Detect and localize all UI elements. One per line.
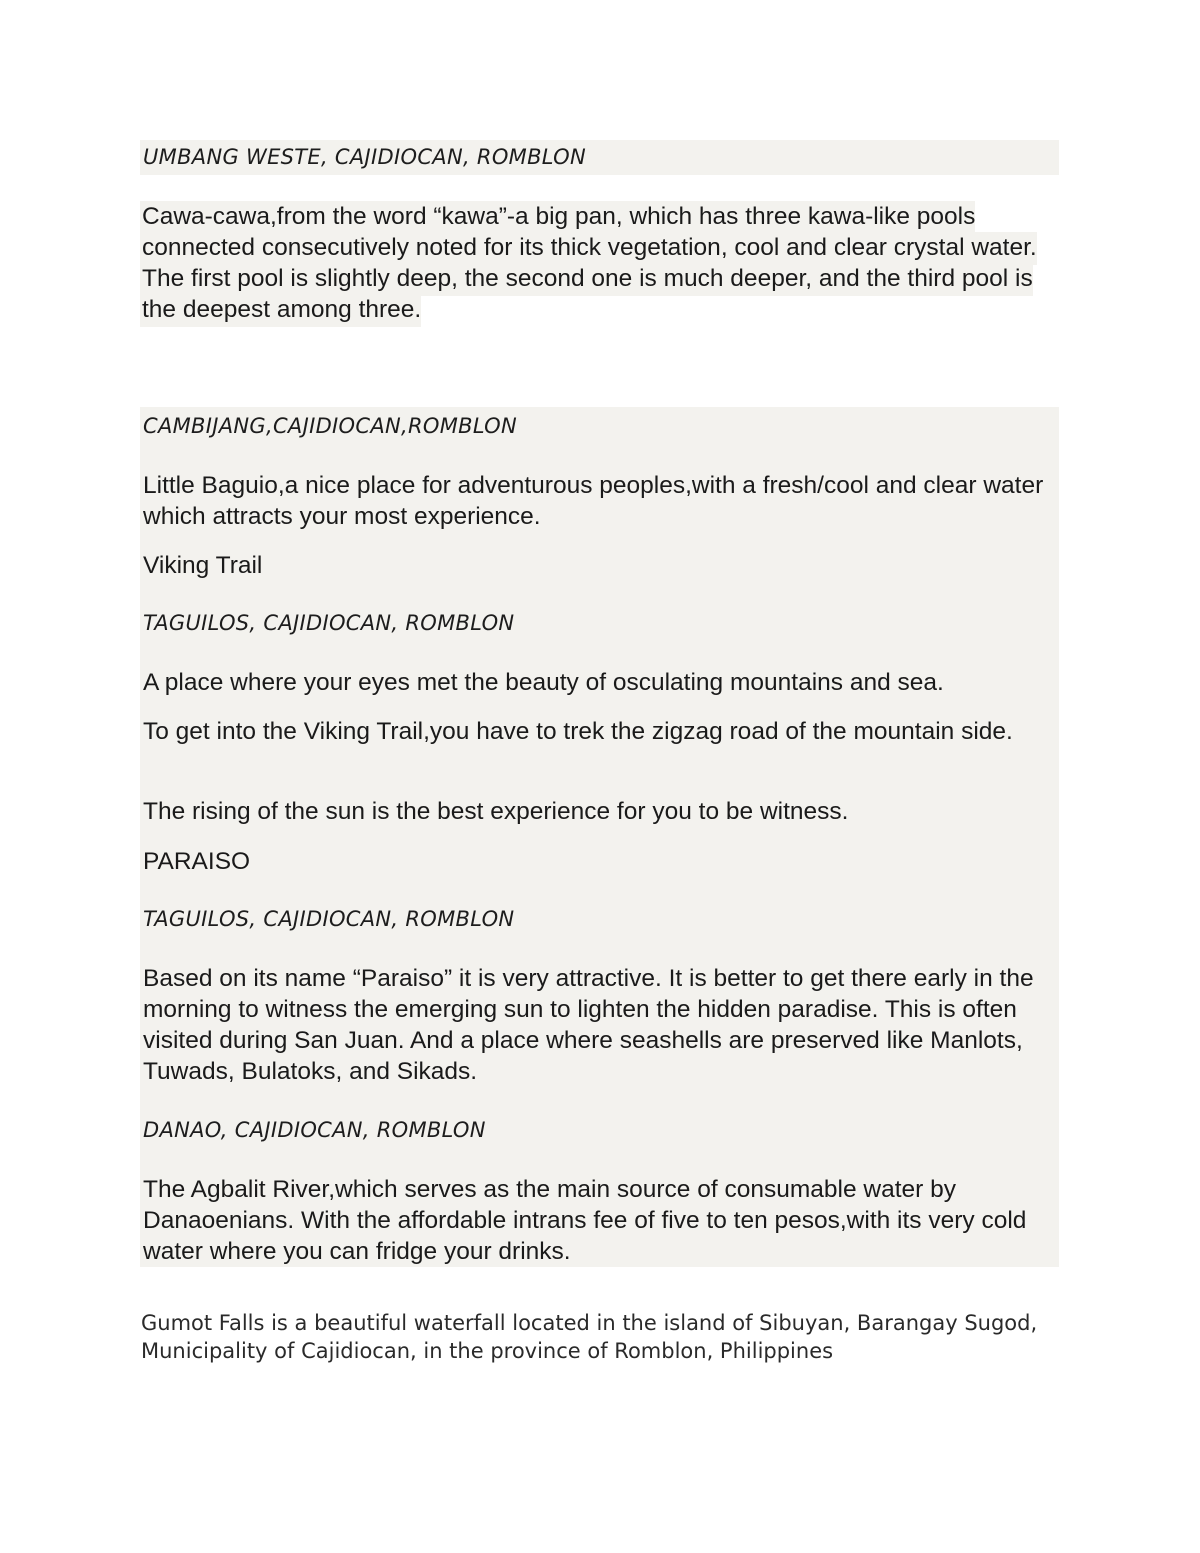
viking-trail-paragraph-1: A place where your eyes met the beauty of osculating mountains and sea. xyxy=(143,669,944,696)
viking-trail-paragraph-2: To get into the Viking Trail,you have to trek the zigzag road of the mountain side. xyxy=(143,718,1013,745)
section-body-little-baguio: Little Baguio,a nice place for adventurous peoples,with a fresh/cool and clear water which attracts your most experience. xyxy=(143,472,1044,530)
section-body-paraiso: Based on its name “Paraiso” it is very attractive. It is better to get there early in the morning to witness the emerging sun to lighten the hidden paradise. This is often visited during San Juan. And a place where seashells are preserved like Manlots, Tuwads, Bulatoks, and Sikads. xyxy=(143,965,1034,1085)
viking-trail-paragraph-3: The rising of the sun is the best experience for you to be witness. xyxy=(143,798,849,825)
highlighted-block xyxy=(140,407,1059,1267)
section-heading-cambijang: CAMBIJANG,CAJIDIOCAN,ROMBLON xyxy=(143,414,518,438)
section-heading-taguilos-2: TAGUILOS, CAJIDIOCAN, ROMBLON xyxy=(143,907,515,931)
section-heading-umbang-weste: UMBANG WESTE, CAJIDIOCAN, ROMBLON xyxy=(140,140,1059,175)
section-body-agbalit-river: The Agbalit River,which serves as the main source of consumable water by Danaoenians. With the affordable intrans fee of five to ten pesos,with its very cold water where you can fridge your drinks. xyxy=(143,1176,1027,1265)
section-heading-danao: DANAO, CAJIDIOCAN, ROMBLON xyxy=(143,1118,486,1142)
closing-paragraph-gumot-falls: Gumot Falls is a beautiful waterfall located in the island of Sibuyan, Barangay Sugod, Municipality of Cajidiocan, in the province of Romblon, Philippines xyxy=(141,1311,1038,1363)
section-heading-taguilos-1: TAGUILOS, CAJIDIOCAN, ROMBLON xyxy=(143,611,515,635)
section-body-cawa-cawa: Cawa-cawa,from the word “kawa”-a big pan, which has three kawa-like pools connected consecutively noted for its thick vegetation, cool and clear crystal water. The first pool is slightly deep, the second one is much deeper, and the third pool is the deepest among three. xyxy=(140,201,1050,325)
section-title-paraiso: PARAISO xyxy=(143,848,251,875)
section-title-viking-trail: Viking Trail xyxy=(143,552,263,579)
